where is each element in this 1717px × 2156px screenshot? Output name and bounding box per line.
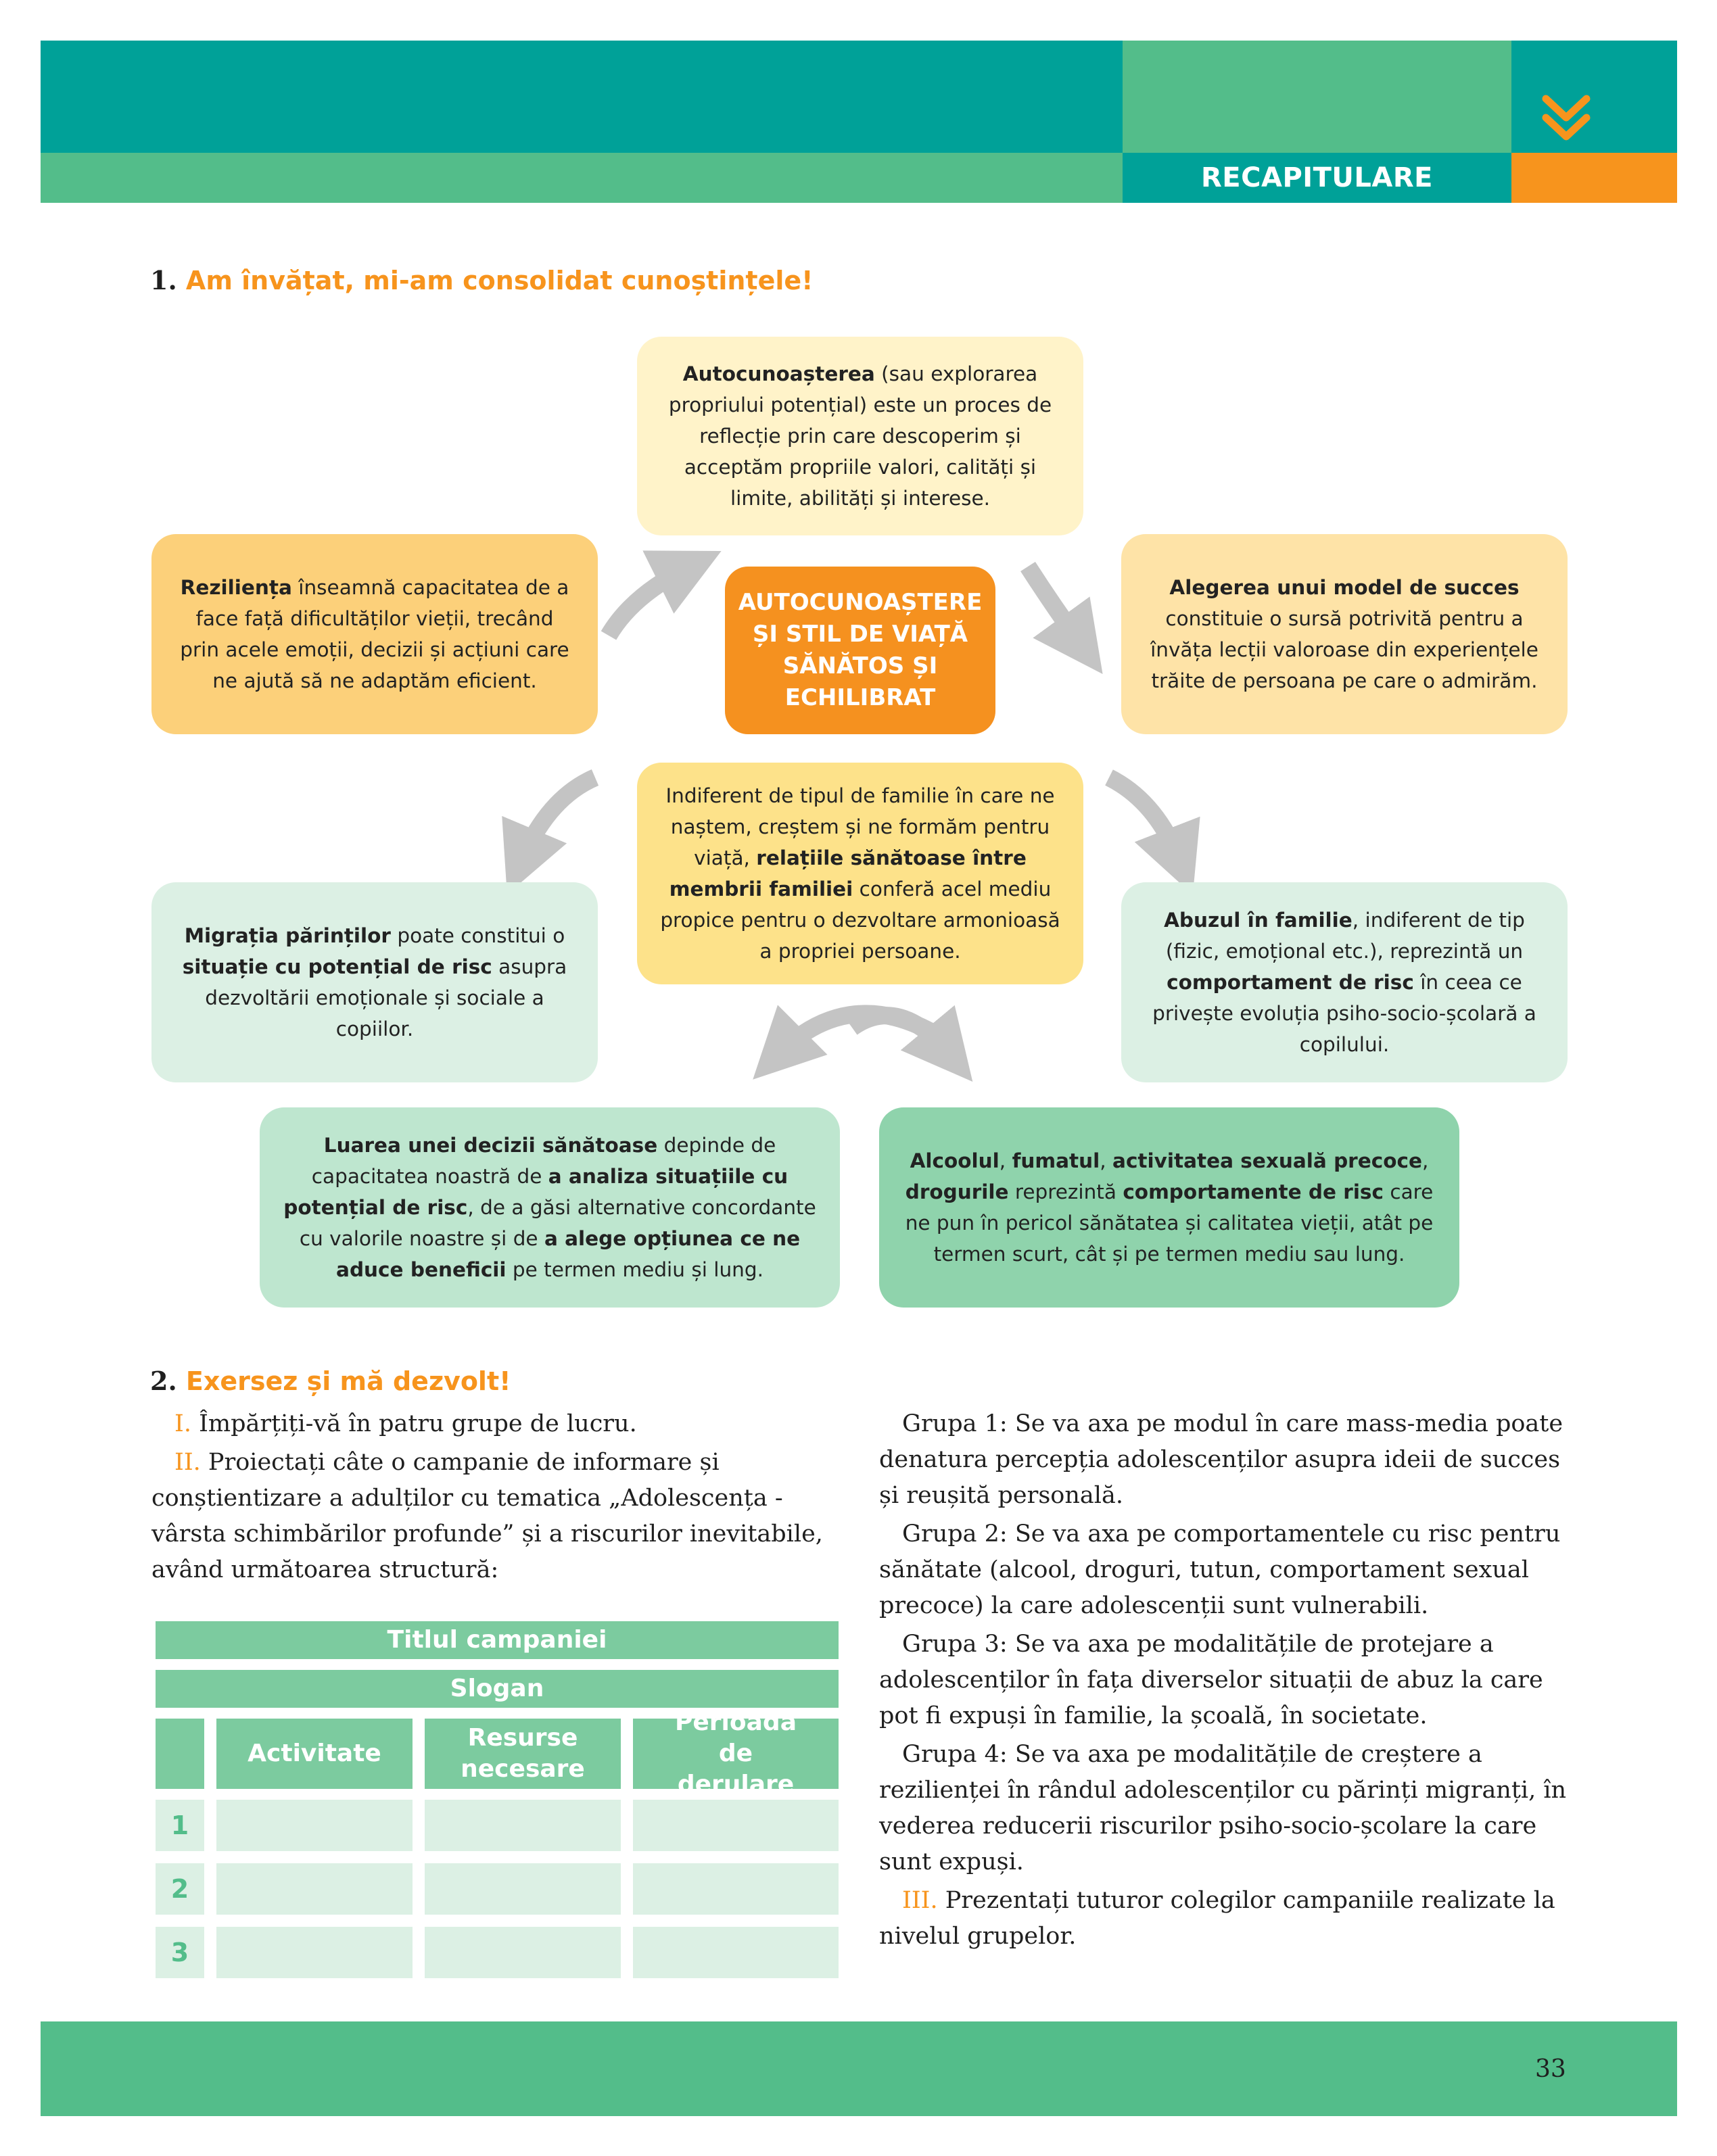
box-decizii-text-1: depinde de capacitatea noastră de	[311, 1134, 776, 1188]
box-abuz-bold-1: Abuzul în familie	[1164, 909, 1353, 932]
table-slogan-row: Slogan	[156, 1670, 839, 1708]
curved-arrow-icon	[521, 777, 595, 862]
step-1	[151, 1406, 840, 1442]
section-1-number: 1.	[150, 265, 177, 295]
box-migratie	[151, 882, 598, 1082]
group-3: Grupa 3: Se va axa pe modalitățile de protejare a adolescenților în fața diverselor situații de abuz la care pot fi expuși în familie, la școală, în societate.	[879, 1631, 1543, 1729]
table-cell[interactable]	[633, 1863, 839, 1915]
step-3	[879, 1883, 1568, 1955]
curved-arrow-icon	[609, 567, 690, 636]
box-migratie-text-2: asupra dezvoltării emoționale și sociale a copiilor.	[205, 955, 567, 1040]
box-rezilienta-bold: Reziliența	[180, 576, 292, 599]
table-cell[interactable]	[633, 1800, 839, 1851]
box-rezilienta	[151, 534, 598, 734]
table-cell[interactable]	[216, 1800, 413, 1851]
table-cell[interactable]	[425, 1863, 621, 1915]
box-risc-bold-1: Alcoolul	[910, 1149, 999, 1172]
table-cell[interactable]	[633, 1927, 839, 1978]
curved-arrow-icon	[1028, 567, 1082, 646]
group-1: Grupa 1: Se va axa pe modul în care mass-media poate denatura percepția adolescenților asupra ideii de succes și reușită personală.	[879, 1410, 1563, 1509]
box-model-succes-bold: Alegerea unui model de succes	[1169, 576, 1520, 599]
table-row-number: 2	[156, 1863, 204, 1915]
box-rezilienta-text: înseamnă capacitatea de a face față dificultăților vieții, trecând prin acele emoții, decizii și acțiuni care ne ajută să ne adaptăm eficient.	[180, 576, 569, 692]
box-risc-sep-2: ,	[1100, 1149, 1113, 1172]
box-abuz-text-2: în ceea ce privește evoluția psiho-socio-școlară a copilului.	[1152, 971, 1536, 1056]
center-box: AUTOCUNOAȘTERE ȘI STIL DE VIAȚĂ SĂNĂTOS ȘI ECHILIBRAT	[725, 567, 995, 734]
box-model-succes-text: constituie o sursă potrivită pentru a învăța lecții valoroase din experiențele trăite de persoana pe care o admirăm.	[1150, 607, 1538, 692]
step-2-roman: II.	[174, 1449, 201, 1476]
box-familie	[637, 763, 1083, 984]
box-decizii-bold-1: Luarea unei decizii sănătoase	[323, 1134, 658, 1157]
box-comportamente-risc	[879, 1107, 1459, 1308]
box-migratie-bold-1: Migrația părinților	[184, 924, 391, 947]
box-risc-bold-3: activitatea sexuală precoce	[1112, 1149, 1422, 1172]
section-2-right-column	[879, 1406, 1568, 1957]
footer-band	[41, 2021, 1677, 2116]
step-3-text: Prezentați tuturor colegilor campaniile realizate la nivelul grupelor.	[879, 1887, 1555, 1950]
group-2: Grupa 2: Se va axa pe comportamentele cu risc pentru sănătate (alcool, droguri, tutun, comportament sexual precoce) la care adolescenții sunt vulnerabili.	[879, 1520, 1561, 1619]
table-title-row: Titlul campaniei	[156, 1621, 839, 1659]
section-1-heading: Am învățat, mi-am consolidat cunoștințele!	[185, 266, 814, 295]
box-risc-sep-1: ,	[999, 1149, 1012, 1172]
box-familie-text-2: conferă acel mediu propice pentru o dezvoltare armonioasă a propriei persoane.	[660, 878, 1060, 963]
box-autocunoastere-text: (sau explorarea propriului potențial) este un proces de reflecție prin care descoperim și acceptăm propriile valori, calități și limite, abilități și interese.	[668, 362, 1052, 510]
box-risc-bold-2: fumatul	[1012, 1149, 1100, 1172]
box-migratie-text-1: poate constitui o	[390, 924, 565, 947]
box-abuz	[1121, 882, 1568, 1082]
box-migratie-bold-2: situație cu potențial de risc	[182, 955, 492, 978]
step-2-text: Proiectați câte o campanie de informare și conștientizare a adulților cu tematica „Adolescența - vârsta schimbărilor profunde” și a riscurilor inevitabile, având următoarea structură:	[151, 1449, 823, 1583]
box-risc-bold-5: comportamente de risc	[1123, 1180, 1384, 1203]
box-risc-bold-4: drogurile	[905, 1180, 1009, 1203]
box-autocunoastere-bold: Autocunoașterea	[682, 362, 875, 385]
curved-arrow-icon	[1109, 777, 1180, 862]
box-decizii-text-3: pe termen mediu și lung.	[506, 1258, 763, 1281]
table-row-number: 3	[156, 1927, 204, 1978]
table-header-perioada: Perioadă de derulare	[633, 1719, 839, 1789]
section-2-heading: Exersez și mă dezvolt!	[185, 1366, 511, 1396]
box-familie-text-1: Indiferent de tipul de familie în care ne naștem, creștem și ne formăm pentru viață,	[665, 784, 1055, 869]
box-model-succes	[1121, 534, 1568, 734]
box-familie-bold: relațiile sănătoase între membrii familiei	[669, 846, 1027, 901]
page-number: 33	[1535, 2055, 1566, 2083]
section-2-title	[150, 1364, 511, 1398]
table-cell[interactable]	[216, 1927, 413, 1978]
table-corner-cell	[156, 1719, 204, 1789]
table-cell[interactable]	[425, 1800, 621, 1851]
box-decizii-text-2: , de a găsi alternative concordante cu valorile noastre și de	[299, 1196, 816, 1250]
box-abuz-text-1: , indiferent de tip (fizic, emoțional etc.), reprezintă un	[1165, 909, 1525, 963]
section-2-left-column	[151, 1406, 840, 1591]
table-header-resurse: Resurse necesare	[425, 1719, 621, 1789]
section-2-number: 2.	[150, 1366, 177, 1396]
box-abuz-bold-2: comportament de risc	[1167, 971, 1414, 994]
step-1-text: Împărțiți-vă în patru grupe de lucru.	[191, 1410, 637, 1437]
table-row-number: 1	[156, 1800, 204, 1851]
box-risc-text-4: reprezintă	[1008, 1180, 1123, 1203]
box-risc-text-5: care ne pun în pericol sănătatea și calitatea vieții, atât pe termen scurt, cât și pe termen mediu sau lung.	[905, 1180, 1434, 1266]
step-2	[151, 1445, 840, 1588]
header-label: RECAPITULARE	[1123, 153, 1511, 203]
table-cell[interactable]	[425, 1927, 621, 1978]
curved-arrow-icon	[852, 1015, 950, 1055]
group-4: Grupa 4: Se va axa pe modalitățile de creștere a rezilienței în rândul adolescenților cu părinți migranți, în vederea reducerii riscurilor psiho-socio-școlare la care sunt expuși.	[879, 1741, 1567, 1875]
table-header-activitate: Activitate	[216, 1719, 413, 1789]
table-cell[interactable]	[216, 1863, 413, 1915]
box-risc-sep-3: ,	[1422, 1149, 1429, 1172]
box-decizii-bold-2: a analiza situațiile cu potențial de risc	[283, 1165, 789, 1219]
box-decizii	[260, 1107, 840, 1308]
step-1-roman: I.	[174, 1410, 191, 1437]
box-autocunoastere	[637, 337, 1083, 535]
box-decizii-bold-3: a alege opțiunea ce ne aduce beneficii	[336, 1227, 801, 1281]
step-3-roman: III.	[902, 1887, 938, 1914]
